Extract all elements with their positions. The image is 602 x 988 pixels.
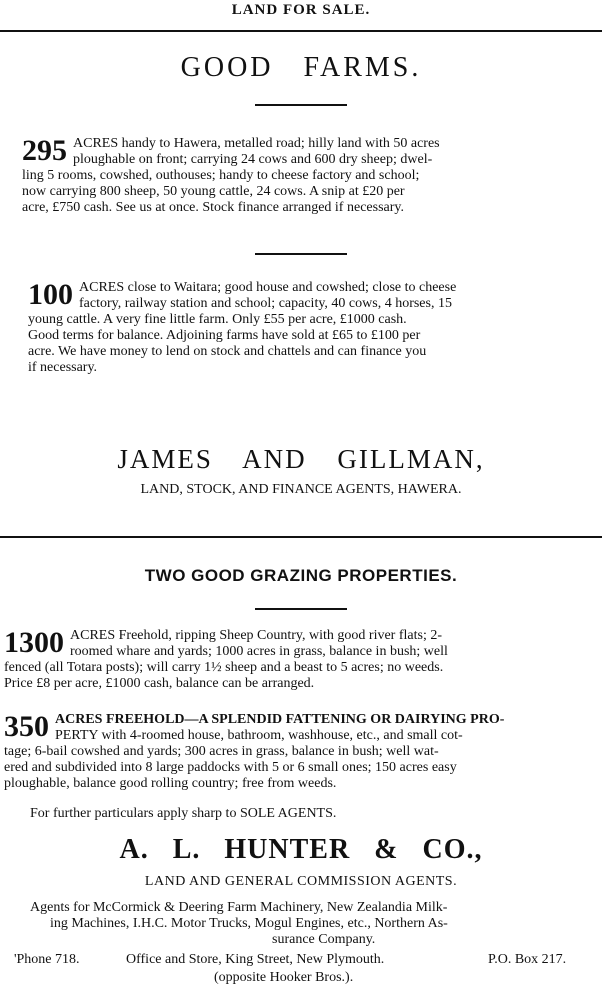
ad-heading: TWO GOOD GRAZING PROPERTIES. xyxy=(144,566,458,585)
further-particulars: For further particulars apply sharp to SOLE AGENTS. xyxy=(30,806,337,821)
agents-for-line: surance Company. xyxy=(272,932,376,947)
divider xyxy=(255,253,347,255)
listing xyxy=(28,280,580,376)
opposite-note: (opposite Hooker Bros.). xyxy=(214,970,354,985)
divider xyxy=(255,608,347,610)
agents-for xyxy=(30,900,592,948)
agent-description: LAND, STOCK, AND FINANCE AGENTS, HAWERA. xyxy=(140,482,462,497)
listing-line: ling 5 rooms, cowshed, outhouses; handy to cheese factory and school; xyxy=(22,168,420,183)
listing xyxy=(4,628,598,692)
ad-heading: GOOD FARMS. xyxy=(180,52,422,83)
listing-line: factory, railway station and school; capacity, 40 cows, 4 horses, 15 xyxy=(79,296,452,311)
po-box: P.O. Box 217. xyxy=(488,952,567,967)
listing-line: tage; 6-bail cowshed and yards; 300 acres in grass, balance in bush; well wat- xyxy=(4,744,439,759)
listing-line: fenced (all Totara posts); will carry 1½ sheep and a beast to 5 acres; no weeds. xyxy=(4,660,444,675)
listing-line: Price £8 per acre, £1000 cash, balance can be arranged. xyxy=(4,676,315,691)
agents-for-line: Agents for McCormick & Deering Farm Machinery, New Zealandia Milk- xyxy=(30,900,448,915)
listing-line: now carrying 800 sheep, 50 young cattle, 24 cows. A snip at £20 per xyxy=(22,184,405,199)
listing-line: Good terms for balance. Adjoining farms have sold at £65 to £100 per xyxy=(28,328,421,343)
phone: 'Phone 718. xyxy=(14,952,80,967)
listing-line: ACRES Freehold, ripping Sheep Country, with good river flats; 2- xyxy=(70,628,442,643)
listing xyxy=(4,712,598,792)
listing-number: 1300 xyxy=(4,626,64,659)
agent-name: A. L. HUNTER & CO., xyxy=(119,834,483,865)
listing-line: PERTY with 4-roomed house, bathroom, washhouse, etc., and small cot- xyxy=(55,728,463,743)
listing-number: 295 xyxy=(22,134,67,167)
divider xyxy=(0,536,602,538)
divider xyxy=(0,30,602,32)
listing-line: acre. We have money to lend on stock and chattels and can finance you xyxy=(28,344,427,359)
listing-line: if necessary. xyxy=(28,360,98,375)
section-header: LAND FOR SALE. xyxy=(231,2,371,18)
agent-description: LAND AND GENERAL COMMISSION AGENTS. xyxy=(144,874,458,889)
agents-for-line: ing Machines, I.H.C. Motor Trucks, Mogul Engines, etc., Northern As- xyxy=(50,916,448,931)
listing-line: ploughable, balance good rolling country; free from weeds. xyxy=(4,776,337,791)
listing-number: 100 xyxy=(28,278,73,311)
agent-name: JAMES AND GILLMAN, xyxy=(117,444,485,474)
listing-line: acre, £750 cash. See us at once. Stock finance arranged if necessary. xyxy=(22,200,404,215)
listing xyxy=(22,136,578,216)
divider xyxy=(255,104,347,106)
listing-line: young cattle. A very fine little farm. Only £55 per acre, £1000 cash. xyxy=(28,312,407,327)
listing-line: ACRES handy to Hawera, metalled road; hilly land with 50 acres xyxy=(73,136,440,151)
listing-line: ered and subdivided into 8 large paddocks with 5 or 6 small ones; 150 acres easy xyxy=(4,760,457,775)
listing-line: ACRES close to Waitara; good house and cowshed; close to cheese xyxy=(79,280,457,295)
office-address: Office and Store, King Street, New Plymouth. xyxy=(126,952,385,967)
listing-number: 350 xyxy=(4,710,49,743)
listing-line: roomed whare and yards; 1000 acres in grass, balance in bush; well xyxy=(70,644,448,659)
listing-line: ploughable on front; carrying 24 cows and 600 dry sheep; dwel- xyxy=(73,152,433,167)
listing-line: ACRES FREEHOLD—A SPLENDID FATTENING OR DAIRYING PRO- xyxy=(55,712,505,727)
